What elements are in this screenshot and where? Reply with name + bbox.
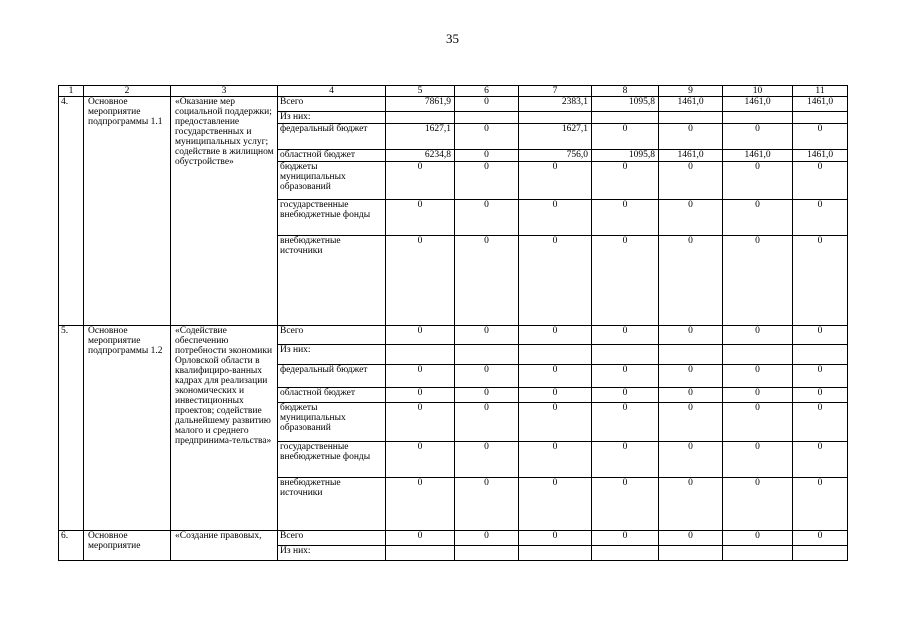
value-cell: [519, 112, 592, 124]
value-cell: [386, 345, 455, 365]
value-cell: 0: [793, 403, 848, 442]
table-row: [59, 531, 848, 546]
value-cell: 0: [723, 365, 793, 388]
value-cell: [723, 345, 793, 365]
value-cell: 0: [592, 326, 659, 345]
funding-source: Из них:: [278, 112, 386, 124]
funding-source: Из них:: [278, 546, 386, 561]
value-cell: 1461,0: [659, 150, 723, 162]
event-type: Основное мероприятие: [84, 531, 171, 561]
funding-source: государственные внебюджетные фонды: [278, 200, 386, 236]
value-cell: 0: [659, 236, 723, 326]
value-cell: 1461,0: [659, 97, 723, 112]
value-cell: 0: [455, 236, 519, 326]
value-cell: [455, 345, 519, 365]
row-number: 4.: [59, 97, 84, 326]
value-cell: 6234,8: [386, 150, 455, 162]
value-cell: 1095,8: [592, 97, 659, 112]
value-cell: 0: [455, 442, 519, 478]
value-cell: 0: [455, 388, 519, 403]
value-cell: [386, 112, 455, 124]
funding-source: Из них:: [278, 345, 386, 365]
value-cell: [793, 345, 848, 365]
table-row: [59, 97, 848, 112]
value-cell: 0: [723, 442, 793, 478]
funding-source: Всего: [278, 97, 386, 112]
col-header: 2: [84, 86, 171, 97]
value-cell: [519, 345, 592, 365]
value-cell: 0: [659, 388, 723, 403]
value-cell: 0: [723, 403, 793, 442]
value-cell: [793, 546, 848, 561]
value-cell: 0: [723, 388, 793, 403]
value-cell: 0: [659, 531, 723, 546]
funding-source: областной бюджет: [278, 150, 386, 162]
event-name: «Содействие обеспечению потребности экономики Орловской области в квалифициро-ванных кадрах для реализации экономических и инвестиционных проектов; содействие дальнейшему развитию малого и среднего предпринима-тельства»: [171, 326, 278, 531]
value-cell: 1461,0: [723, 97, 793, 112]
value-cell: 1627,1: [519, 124, 592, 150]
value-cell: 0: [793, 478, 848, 531]
value-cell: 0: [592, 478, 659, 531]
value-cell: 0: [659, 124, 723, 150]
value-cell: 0: [519, 478, 592, 531]
value-cell: 1461,0: [723, 150, 793, 162]
value-cell: 0: [592, 236, 659, 326]
value-cell: 0: [793, 124, 848, 150]
value-cell: 0: [793, 236, 848, 326]
value-cell: 0: [455, 97, 519, 112]
value-cell: 0: [793, 388, 848, 403]
value-cell: 0: [455, 326, 519, 345]
value-cell: 0: [723, 236, 793, 326]
value-cell: 0: [519, 531, 592, 546]
funding-source: областной бюджет: [278, 388, 386, 403]
row-number: 5.: [59, 326, 84, 531]
col-header: 7: [519, 86, 592, 97]
value-cell: [659, 112, 723, 124]
value-cell: 0: [659, 442, 723, 478]
event-type: Основное мероприятие подпрограммы 1.1: [84, 97, 171, 326]
value-cell: 0: [723, 531, 793, 546]
value-cell: 0: [793, 442, 848, 478]
value-cell: 0: [592, 403, 659, 442]
funding-source: бюджеты муниципальных образований: [278, 162, 386, 200]
value-cell: [455, 546, 519, 561]
funding-source: федеральный бюджет: [278, 365, 386, 388]
value-cell: 0: [519, 200, 592, 236]
value-cell: 0: [455, 150, 519, 162]
value-cell: 0: [386, 388, 455, 403]
funding-source: Всего: [278, 531, 386, 546]
value-cell: 0: [519, 326, 592, 345]
value-cell: [592, 546, 659, 561]
funding-source: бюджеты муниципальных образований: [278, 403, 386, 442]
funding-source: Всего: [278, 326, 386, 345]
value-cell: [723, 546, 793, 561]
value-cell: 0: [455, 124, 519, 150]
funding-source: внебюджетные источники: [278, 478, 386, 531]
value-cell: 0: [659, 200, 723, 236]
value-cell: 0: [592, 442, 659, 478]
value-cell: 0: [793, 162, 848, 200]
value-cell: 0: [386, 200, 455, 236]
col-header: 10: [723, 86, 793, 97]
value-cell: 0: [793, 365, 848, 388]
value-cell: [519, 546, 592, 561]
value-cell: 0: [592, 200, 659, 236]
value-cell: 0: [723, 124, 793, 150]
value-cell: 0: [519, 162, 592, 200]
value-cell: [793, 112, 848, 124]
budget-table: [58, 85, 848, 561]
header-row: [59, 86, 848, 97]
value-cell: 0: [519, 365, 592, 388]
col-header: 6: [455, 86, 519, 97]
value-cell: 2383,1: [519, 97, 592, 112]
value-cell: 0: [592, 531, 659, 546]
table-row: [59, 326, 848, 345]
value-cell: 0: [723, 162, 793, 200]
page-number: 35: [446, 31, 459, 46]
col-header: 4: [278, 86, 386, 97]
value-cell: [386, 546, 455, 561]
value-cell: 0: [592, 388, 659, 403]
col-header: 1: [59, 86, 84, 97]
value-cell: 0: [793, 326, 848, 345]
value-cell: 0: [659, 478, 723, 531]
value-cell: 0: [386, 442, 455, 478]
value-cell: 0: [519, 403, 592, 442]
value-cell: 1627,1: [386, 124, 455, 150]
value-cell: 0: [519, 388, 592, 403]
value-cell: 0: [592, 162, 659, 200]
value-cell: 1461,0: [793, 150, 848, 162]
value-cell: [592, 112, 659, 124]
value-cell: 0: [455, 478, 519, 531]
value-cell: [659, 345, 723, 365]
value-cell: 0: [386, 403, 455, 442]
value-cell: 0: [386, 478, 455, 531]
value-cell: 0: [659, 365, 723, 388]
col-header: 9: [659, 86, 723, 97]
value-cell: 0: [793, 200, 848, 236]
value-cell: 0: [659, 403, 723, 442]
col-header: 3: [171, 86, 278, 97]
value-cell: 0: [723, 478, 793, 531]
value-cell: 0: [592, 124, 659, 150]
value-cell: 0: [519, 442, 592, 478]
col-header: 8: [592, 86, 659, 97]
value-cell: 756,0: [519, 150, 592, 162]
event-type: Основное мероприятие подпрограммы 1.2: [84, 326, 171, 531]
funding-source: государственные внебюджетные фонды: [278, 442, 386, 478]
value-cell: 7861,9: [386, 97, 455, 112]
value-cell: 0: [455, 200, 519, 236]
event-name: «Создание правовых,: [171, 531, 278, 561]
value-cell: 1461,0: [793, 97, 848, 112]
col-header: 5: [386, 86, 455, 97]
value-cell: 0: [386, 531, 455, 546]
value-cell: 0: [386, 326, 455, 345]
value-cell: 0: [659, 162, 723, 200]
event-name: «Оказание мер социальной поддержки; предоставление государственных и муниципальных услуг; содействие в жилищном обустройстве»: [171, 97, 278, 326]
value-cell: 0: [386, 365, 455, 388]
funding-source: внебюджетные источники: [278, 236, 386, 326]
value-cell: 0: [519, 236, 592, 326]
value-cell: 1095,8: [592, 150, 659, 162]
funding-source: федеральный бюджет: [278, 124, 386, 150]
value-cell: 0: [723, 200, 793, 236]
value-cell: 0: [455, 365, 519, 388]
value-cell: 0: [455, 531, 519, 546]
value-cell: [659, 546, 723, 561]
value-cell: [592, 345, 659, 365]
row-number: 6.: [59, 531, 84, 561]
value-cell: 0: [386, 162, 455, 200]
value-cell: 0: [659, 326, 723, 345]
value-cell: 0: [455, 403, 519, 442]
col-header: 11: [793, 86, 848, 97]
value-cell: [455, 112, 519, 124]
value-cell: [723, 112, 793, 124]
value-cell: 0: [386, 236, 455, 326]
value-cell: 0: [592, 365, 659, 388]
value-cell: 0: [793, 531, 848, 546]
value-cell: 0: [455, 162, 519, 200]
value-cell: 0: [723, 326, 793, 345]
